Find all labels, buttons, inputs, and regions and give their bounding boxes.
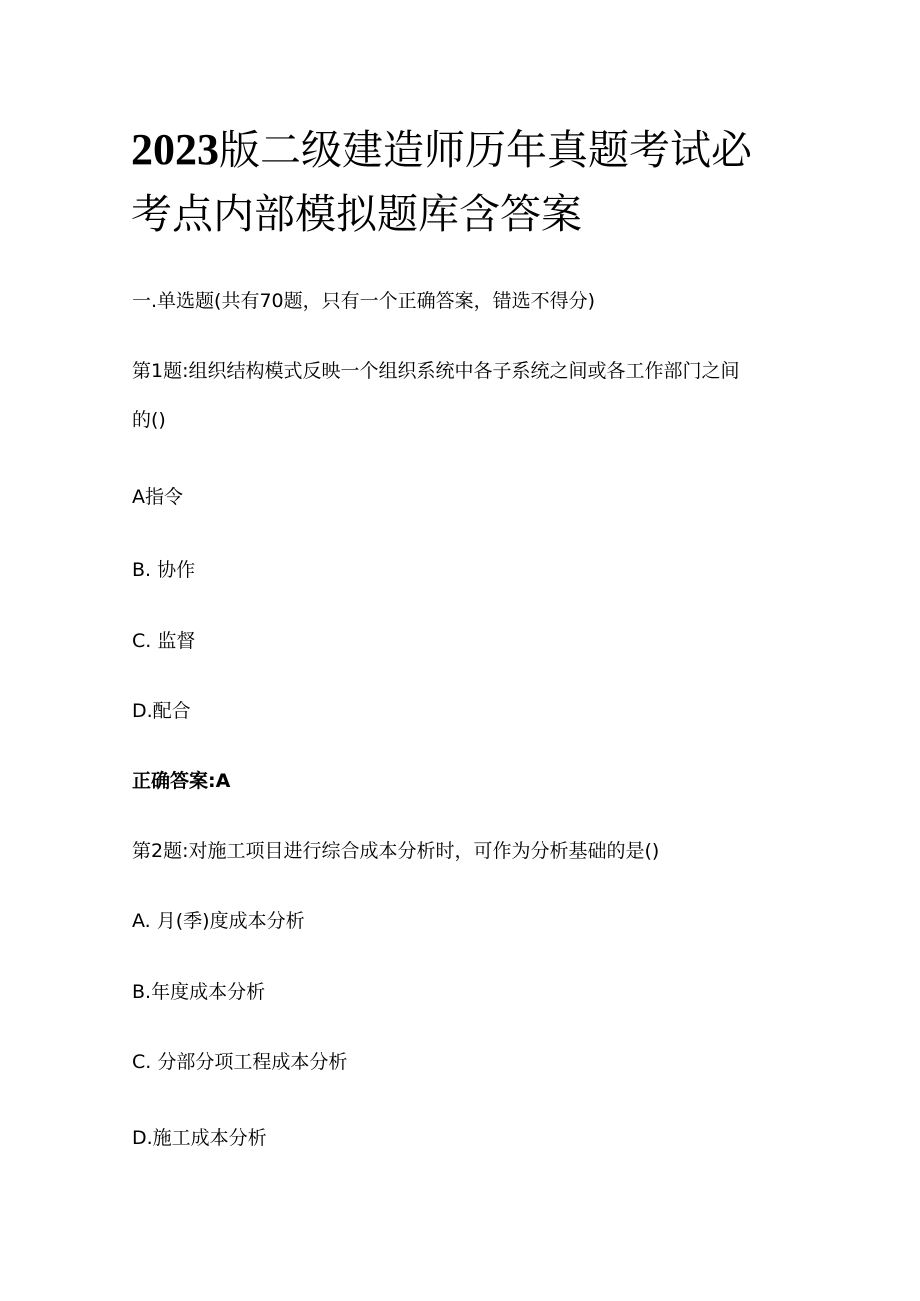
title-line-1-text: 版二级建造师历年真题考试必: [219, 126, 752, 174]
document-title-line-1: [131, 125, 811, 174]
question-1-stem-line-2: 的(): [132, 409, 166, 431]
question-2-option-c: C. 分部分项工程成本分析: [132, 1051, 348, 1073]
title-year: 2023: [131, 125, 219, 174]
question-2-stem: 第2题:对施工项目进行综合成本分析时，可作为分析基础的是(): [132, 840, 660, 862]
question-1-option-c: C. 监督: [132, 630, 196, 652]
section-heading: 一.单选题(共有70题，只有一个正确答案，错选不得分): [132, 290, 596, 312]
question-2-option-a: A. 月(季)度成本分析: [132, 910, 305, 932]
document-title-line-2: 考点内部模拟题库含答案: [131, 190, 582, 238]
question-1-option-d: D.配合: [132, 700, 191, 722]
question-1-option-a: A指令: [132, 486, 183, 508]
question-2-option-d: D.施工成本分析: [132, 1127, 267, 1149]
question-2-option-b: B.年度成本分析: [132, 981, 266, 1003]
question-1-stem-line-1: 第1题:组织结构模式反映一个组织系统中各子系统之间或各工作部门之间: [132, 360, 740, 382]
question-1-option-b: B. 协作: [132, 559, 196, 581]
question-1-answer: 正确答案:A: [132, 770, 231, 792]
